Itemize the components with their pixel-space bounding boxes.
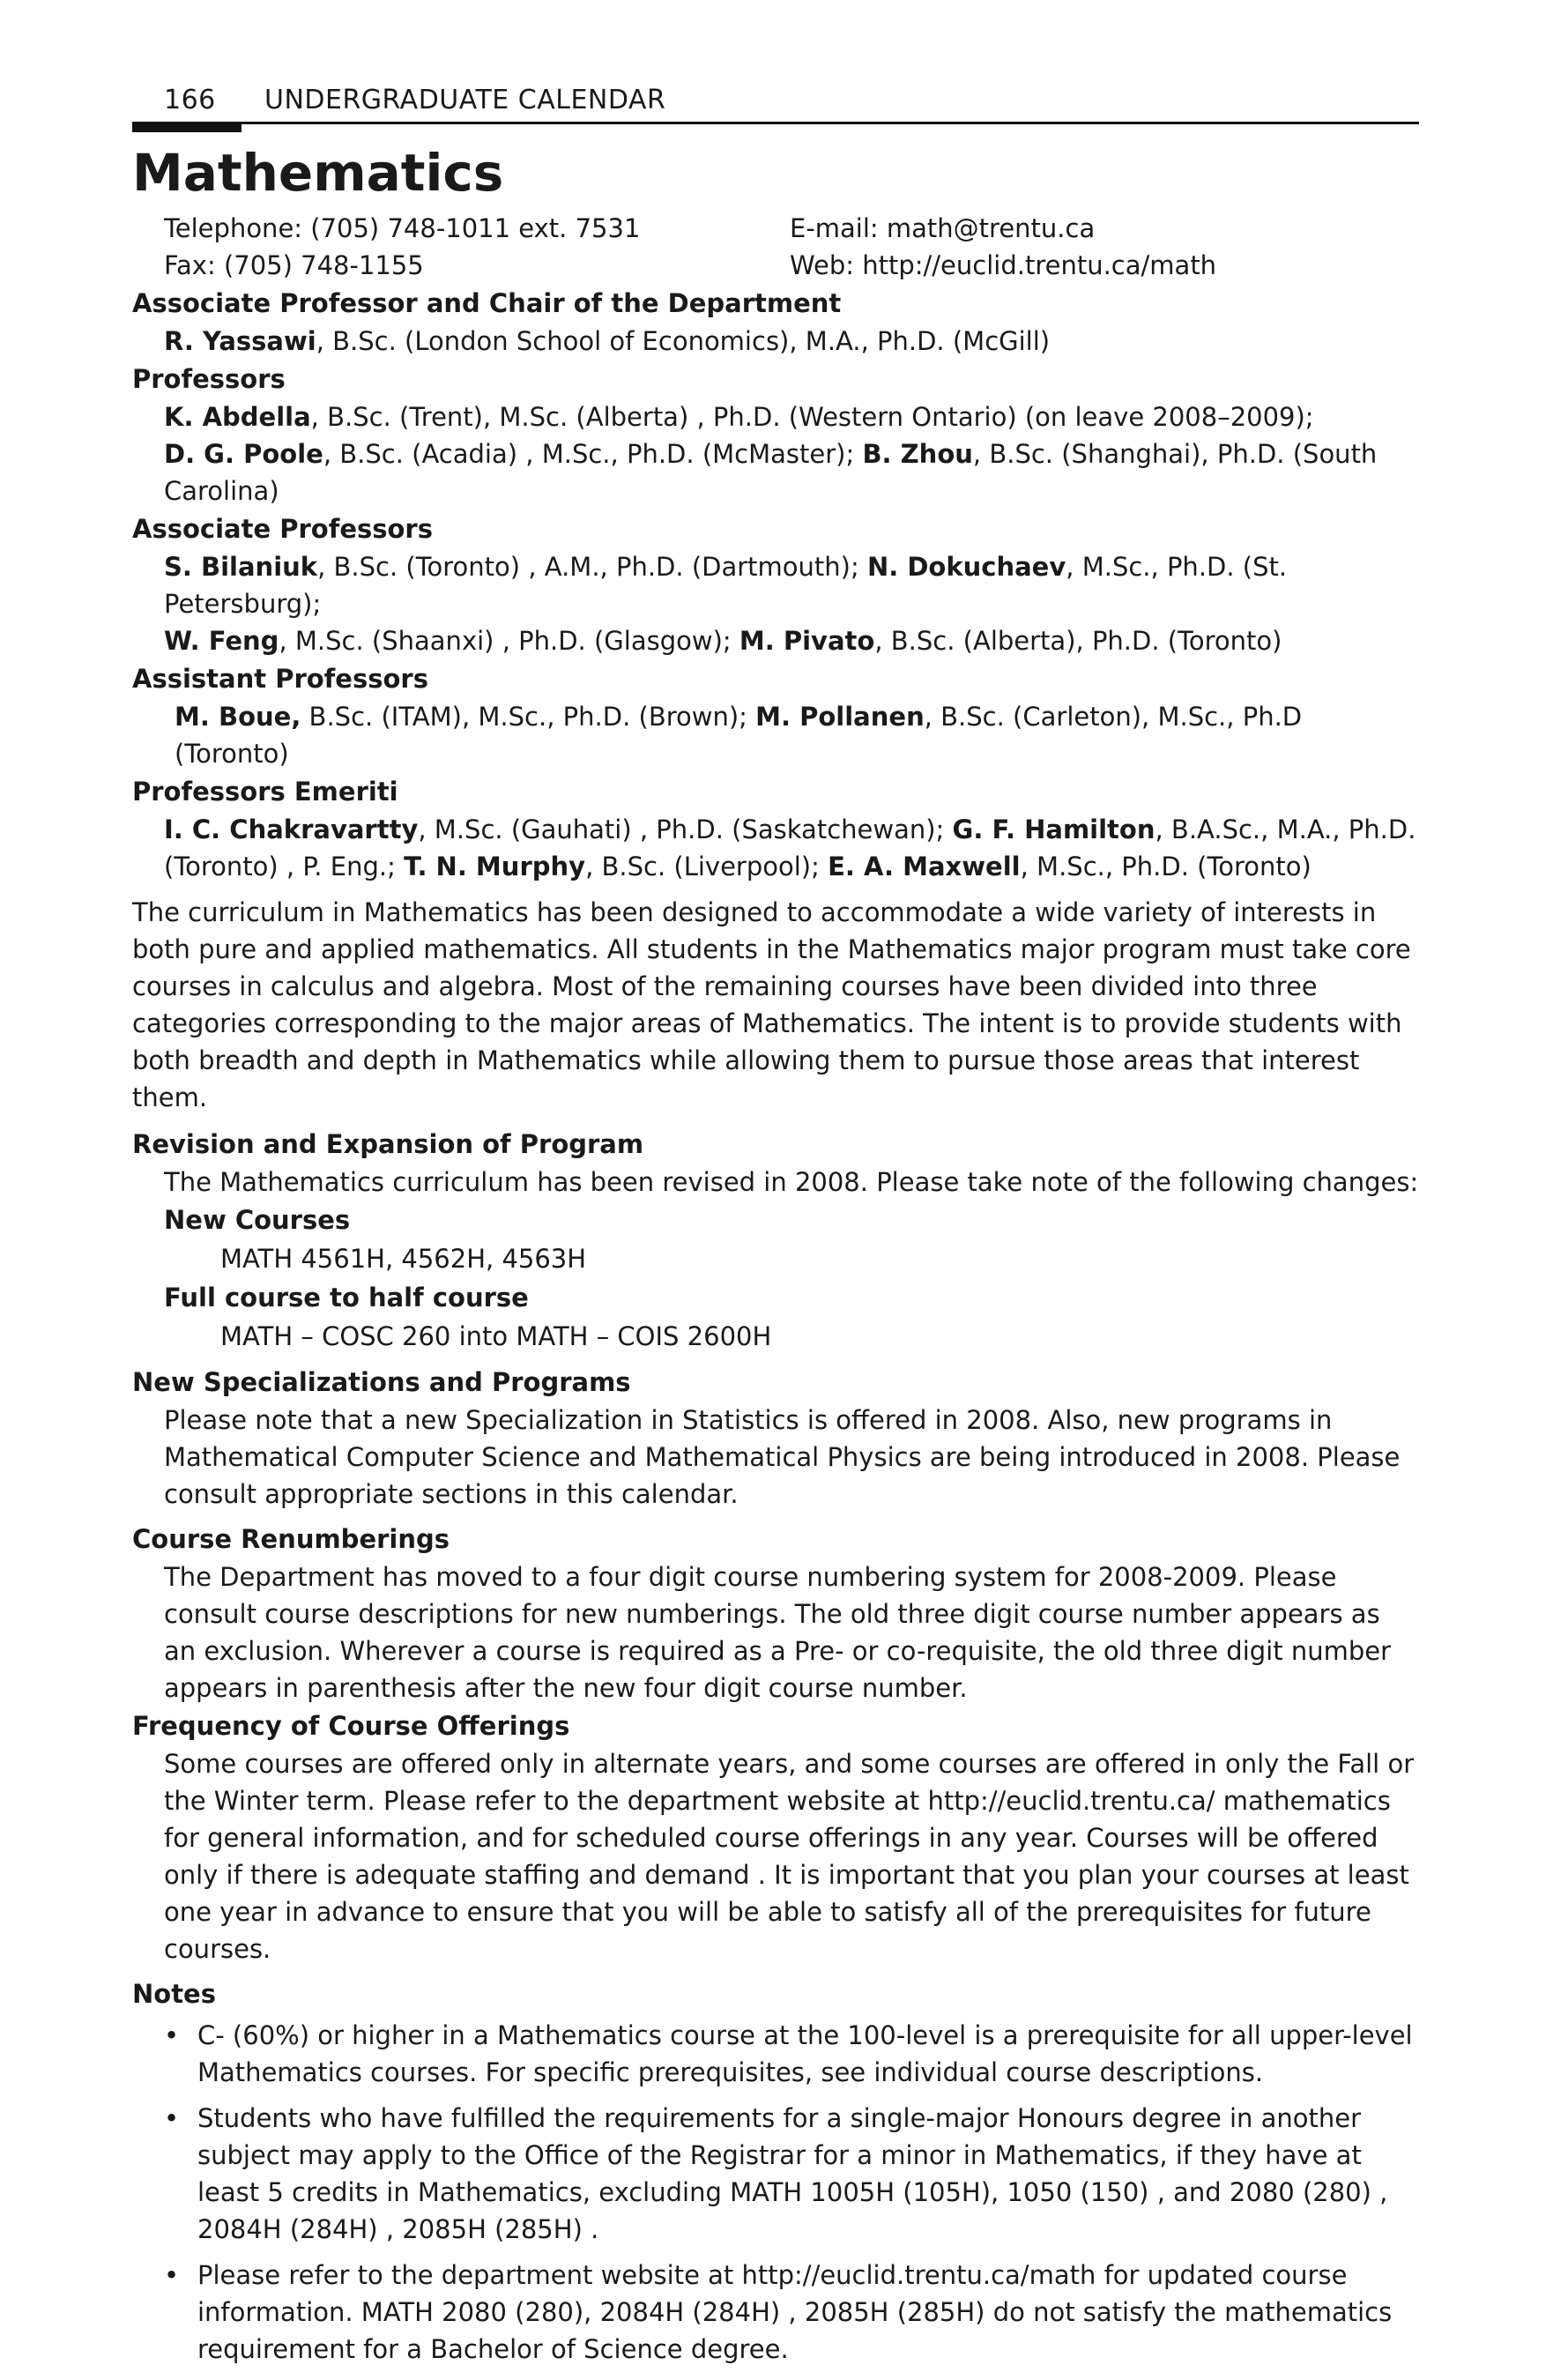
intro-paragraph: The curriculum in Mathematics has been designed to accommodate a wide variety of interests in both pure and applied mathematics. All students in the Mathematics major program must take core courses in calculus and algebra. Most of the remaining courses have been divided into three categories corresponding to the major areas of Mathematics. The intent is to provide students with both breadth and depth in Mathematics while allowing them to pursue those areas that interest them. <box>132 896 1411 1112</box>
faculty-line <box>132 323 1419 360</box>
notes-list <box>132 2017 1419 2368</box>
faculty-name: M. Pivato <box>739 625 875 656</box>
fax: Fax: (705) 748-1155 <box>164 249 424 280</box>
revision-heading: Revision and Expansion of Program <box>132 1128 644 1159</box>
assistant-professors-heading: Assistant Professors <box>132 663 428 694</box>
header-rule <box>132 122 1419 124</box>
new-specializations-heading: New Specializations and Programs <box>132 1366 631 1397</box>
faculty-credentials: , B.Sc. (London School of Economics), M.A., Ph.D. (McGill) <box>316 325 1051 356</box>
note-item <box>132 2017 1419 2091</box>
emeriti-lines <box>132 811 1419 885</box>
faculty-name: N. Dokuchaev <box>866 551 1066 582</box>
faculty-credentials: , B.Sc. (Toronto) , A.M., Ph.D. (Dartmouth); <box>317 551 867 582</box>
associate-professors-heading: Associate Professors <box>132 513 433 544</box>
faculty-credentials: , B.A.Sc., M.A., Ph.D. <box>1155 814 1416 844</box>
faculty-name: T. N. Murphy <box>404 851 586 881</box>
faculty-name: B. Zhou <box>862 438 973 469</box>
faculty-credentials: , B.Sc. (Acadia) , M.Sc., Ph.D. (McMaster); <box>323 438 863 469</box>
faculty-credentials: , B.Sc. (Alberta), Ph.D. (Toronto) <box>874 625 1282 656</box>
faculty-credentials: B.Sc. (ITAM), M.Sc., Ph.D. (Brown); <box>301 701 756 732</box>
notes-heading: Notes <box>132 1978 216 2009</box>
telephone: Telephone: (705) 748-1011 ext. 7531 <box>164 212 641 243</box>
faculty-line <box>132 622 1419 659</box>
faculty-credentials: , M.Sc. (Shaanxi) , Ph.D. (Glasgow); <box>279 625 739 656</box>
faculty-credentials: , M.Sc., Ph.D. (St. Petersburg); <box>164 551 1288 619</box>
frequency-heading: Frequency of Course Offerings <box>132 1710 570 1741</box>
faculty-line <box>132 398 1419 435</box>
note-text: Please refer to the department website at http://euclid.trentu.ca/math for updated course information. MATH 2080 (280), 2084H (284H) , 2085H (285H) do not satisfy the mathematics requirement for a Bachelor of Science degree. <box>197 2259 1393 2364</box>
faculty-line <box>132 698 1419 772</box>
faculty-credentials: , B.Sc. (Shanghai), Ph.D. (South <box>972 438 1378 469</box>
email: E-mail: math@trentu.ca <box>790 212 1096 243</box>
calendar-title: UNDERGRADUATE CALENDAR <box>264 85 666 115</box>
faculty-name: M. Pollanen <box>755 701 925 732</box>
faculty-name: R. Yassawi <box>164 325 316 356</box>
faculty-name: D. G. Poole <box>164 438 323 469</box>
faculty-line <box>132 811 1419 848</box>
revision-intro: The Mathematics curriculum has been revised in 2008. Please take note of the following changes: <box>164 1166 1419 1197</box>
web-address: Web: http://euclid.trentu.ca/math <box>790 249 1217 280</box>
faculty-name: K. Abdella <box>164 401 311 432</box>
department-title: Mathematics <box>132 143 504 203</box>
faculty-name: S. Bilaniuk <box>164 551 318 582</box>
note-text: Students who have fulfilled the requirements for a single-major Honours degree in another subject may apply to the Office of the Registrar for a minor in Mathematics, if they have at least 5 credits in Mathematics, excluding MATH 1005H (105H), 1050 (150) , and 2080 (280) , 2084H (284H) , 2085H (285H) . <box>197 2102 1388 2244</box>
faculty-line <box>132 472 1419 509</box>
chair-heading: Associate Professor and Chair of the Department <box>132 287 842 318</box>
faculty-name: I. C. Chakravartty <box>164 814 419 844</box>
frequency-text: Some courses are offered only in alternate years, and some courses are offered in only the Fall or the Winter term. Please refer to the department website at http://euclid.trentu.ca/ mathematics for general information, and for scheduled course offerings in any year. Courses will be offered only if there is adequate staffing and demand . It is important that you plan your courses at least one year in advance to ensure that you will be able to satisfy all of the prerequisites for future courses. <box>164 1748 1415 1964</box>
assistant-professors-lines <box>132 698 1419 772</box>
page-number: 166 <box>164 85 216 115</box>
full-to-half-text: MATH – COSC 260 into MATH – COIS 2600H <box>220 1320 772 1351</box>
bullet-icon: • <box>164 2102 180 2133</box>
faculty-line <box>132 548 1419 622</box>
faculty-credentials: , M.Sc. (Gauhati) , Ph.D. (Saskatchewan); <box>418 814 953 844</box>
faculty-credentials: Carolina) <box>164 475 279 506</box>
chair-lines <box>132 323 1419 360</box>
full-to-half-heading: Full course to half course <box>164 1282 529 1313</box>
bullet-icon: • <box>164 2019 180 2050</box>
renumberings-text: The Department has moved to a four digit course numbering system for 2008-2009. Please consult course descriptions for new numberings. The old three digit course number appears as an exclusion. Wherever a course is required as a Pre- or co-requisite, the old three digit number appears in parenthesis after the new four digit course number. <box>164 1561 1391 1703</box>
faculty-line <box>132 435 1419 472</box>
header-rule-accent <box>132 122 241 132</box>
contact-info <box>132 210 1419 284</box>
faculty-name: M. Boue, <box>175 701 301 732</box>
faculty-line <box>132 848 1419 885</box>
faculty-credentials: (Toronto) , P. Eng.; <box>164 851 405 881</box>
faculty-list <box>132 284 1419 885</box>
new-specializations-text: Please note that a new Specialization in Statistics is offered in 2008. Also, new programs in Mathematical Computer Science and Mathematical Physics are being introduced in 2008. Please consult appropriate sections in this calendar. <box>164 1404 1401 1509</box>
professors-heading: Professors <box>132 363 286 394</box>
associate-professors-lines <box>132 548 1419 659</box>
new-courses-list: MATH 4561H, 4562H, 4563H <box>220 1243 587 1274</box>
note-item <box>132 2100 1419 2248</box>
faculty-name: G. F. Hamilton <box>952 814 1155 844</box>
running-header <box>132 79 1419 125</box>
faculty-credentials: , B.Sc. (Liverpool); <box>585 851 829 881</box>
faculty-credentials: , B.Sc. (Trent), M.Sc. (Alberta) , Ph.D. (Western Ontario) (on leave 2008–2009); <box>310 401 1314 432</box>
calendar-page <box>132 79 1419 2376</box>
faculty-name: W. Feng <box>164 625 279 656</box>
note-text: C- (60%) or higher in a Mathematics course at the 100-level is a prerequisite for all upper-level Mathematics courses. For specific prerequisites, see individual course descriptions. <box>197 2019 1413 2087</box>
faculty-name: E. A. Maxwell <box>828 851 1021 881</box>
emeriti-heading: Professors Emeriti <box>132 776 398 807</box>
renumberings-heading: Course Renumberings <box>132 1523 450 1554</box>
new-courses-heading: New Courses <box>164 1204 351 1235</box>
faculty-credentials: , B.Sc. (Carleton), M.Sc., Ph.D (Toronto) <box>175 701 1303 769</box>
bullet-icon: • <box>164 2259 180 2290</box>
note-item <box>132 2257 1419 2368</box>
professors-lines <box>132 398 1419 509</box>
faculty-credentials: , M.Sc., Ph.D. (Toronto) <box>1020 851 1312 881</box>
